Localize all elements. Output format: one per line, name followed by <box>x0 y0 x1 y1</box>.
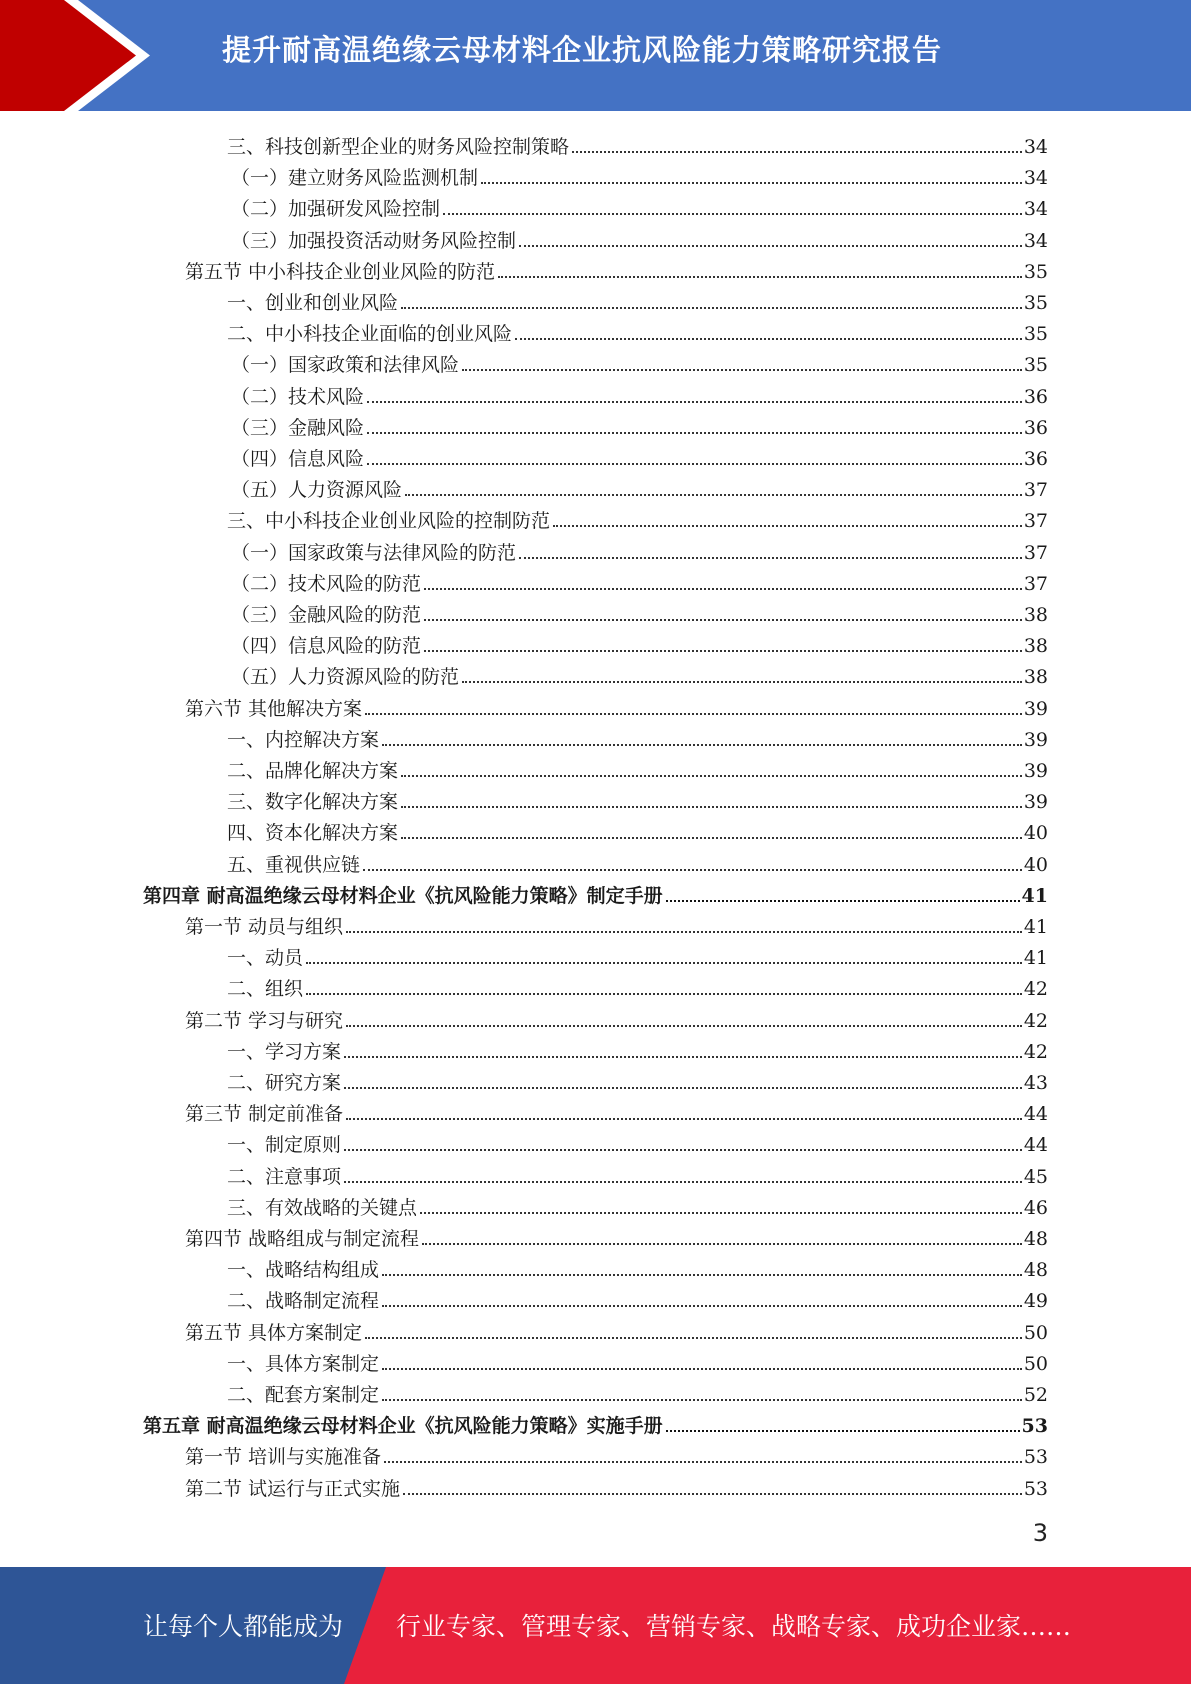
toc-entry-page: 39 <box>1023 760 1048 782</box>
toc-entry-page: 53 <box>1021 1415 1048 1438</box>
toc-subsection-entry[interactable] <box>227 970 1048 1001</box>
toc-dot-leader <box>346 1025 1022 1027</box>
toc-entry-page: 37 <box>1023 479 1048 502</box>
toc-entry-page: 36 <box>1023 416 1048 439</box>
toc-dot-leader <box>382 1274 1022 1276</box>
toc-dot-leader <box>462 369 1022 371</box>
toc-entry-label: 一、内控解决方案 <box>227 728 380 751</box>
toc-entry-label: 二、研究方案 <box>227 1072 342 1094</box>
toc-subsection-entry[interactable] <box>227 502 1048 533</box>
toc-entry-label: 二、中小科技企业面临的创业风险 <box>227 323 513 346</box>
toc-entry-page: 46 <box>1023 1196 1048 1219</box>
toc-entry-label: 第一节 培训与实施准备 <box>185 1446 382 1469</box>
toc-subsection-entry[interactable] <box>227 1189 1048 1220</box>
toc-entry-page: 38 <box>1023 635 1048 658</box>
toc-dot-leader <box>420 1212 1022 1214</box>
toc-subsection-entry[interactable] <box>231 658 1048 689</box>
toc-entry-label: 第二节 学习与研究 <box>185 1009 344 1032</box>
toc-entry-label: （二）技术风险 <box>231 385 365 408</box>
document-title: 提升耐高温绝缘云母材料企业抗风险能力策略研究报告 <box>222 33 943 67</box>
toc-subsection-entry[interactable] <box>227 1345 1048 1376</box>
toc-dot-leader <box>553 525 1022 527</box>
toc-entry-page: 34 <box>1023 198 1048 221</box>
toc-subsection-entry[interactable] <box>227 1251 1048 1282</box>
toc-entry-page: 38 <box>1023 604 1048 626</box>
toc-entry-label: （二）技术风险的防范 <box>231 572 422 595</box>
toc-subsection-entry[interactable] <box>227 1126 1048 1157</box>
toc-entry-label: 三、科技创新型企业的财务风险控制策略 <box>227 136 570 158</box>
toc-entry-page: 36 <box>1023 448 1048 470</box>
toc-section-entry[interactable] <box>185 1002 1048 1033</box>
toc-subsection-entry[interactable] <box>227 1064 1048 1095</box>
toc-subsection-entry[interactable] <box>231 346 1048 377</box>
toc-entry-page: 41 <box>1023 916 1048 938</box>
toc-entry-page: 35 <box>1023 260 1048 283</box>
toc-entry-label: （二）加强研发风险控制 <box>231 198 441 221</box>
toc-subsection-entry[interactable] <box>227 284 1048 315</box>
toc-entry-page: 42 <box>1023 1009 1048 1032</box>
toc-entry-label: 二、品牌化解决方案 <box>227 760 399 782</box>
toc-subsection-entry[interactable] <box>231 159 1048 190</box>
toc-section-entry[interactable] <box>185 253 1048 284</box>
toc-subsection-entry[interactable] <box>227 846 1048 877</box>
toc-entry-label: 第五章 耐高温绝缘云母材料企业《抗风险能力策略》实施手册 <box>143 1415 663 1438</box>
toc-entry-label: 第四章 耐高温绝缘云母材料企业《抗风险能力策略》制定手册 <box>143 884 663 907</box>
toc-subsection-entry[interactable] <box>227 1376 1048 1407</box>
toc-section-entry[interactable] <box>185 1470 1048 1501</box>
toc-entry-label: （三）金融风险的防范 <box>231 604 422 626</box>
toc-entry-label: （三）金融风险 <box>231 416 365 439</box>
toc-entry-page: 53 <box>1023 1477 1048 1500</box>
toc-entry-page: 34 <box>1023 136 1048 158</box>
toc-dot-leader <box>519 557 1022 559</box>
toc-entry-page: 34 <box>1023 167 1048 190</box>
toc-dot-leader <box>666 900 1020 902</box>
toc-entry-page: 39 <box>1023 728 1048 751</box>
toc-dot-leader <box>572 151 1022 153</box>
toc-dot-leader <box>405 494 1022 496</box>
toc-entry-label: （五）人力资源风险 <box>231 479 403 502</box>
toc-dot-leader <box>382 1368 1022 1370</box>
toc-dot-leader <box>424 619 1022 621</box>
toc-subsection-entry[interactable] <box>227 939 1048 970</box>
toc-entry-label: 第二节 试运行与正式实施 <box>185 1477 401 1500</box>
toc-entry-page: 49 <box>1023 1290 1048 1313</box>
page-footer <box>0 1567 1191 1684</box>
toc-entry-page: 44 <box>1023 1134 1048 1157</box>
toc-entry-label: 第一节 动员与组织 <box>185 916 344 938</box>
toc-entry-label: 一、创业和创业风险 <box>227 292 399 314</box>
toc-dot-leader <box>344 1181 1022 1183</box>
toc-subsection-entry[interactable] <box>231 409 1048 440</box>
toc-entry-page: 42 <box>1023 978 1048 1001</box>
toc-subsection-entry[interactable] <box>231 440 1048 471</box>
toc-entry-page: 40 <box>1023 853 1048 876</box>
toc-dot-leader <box>365 1337 1022 1339</box>
toc-subsection-entry[interactable] <box>227 1158 1048 1189</box>
toc-entry-page: 36 <box>1023 385 1048 408</box>
toc-entry-label: 第四节 战略组成与制定流程 <box>185 1228 420 1250</box>
toc-entry-page: 37 <box>1023 572 1048 595</box>
toc-entry-page: 35 <box>1023 323 1048 346</box>
toc-dot-leader <box>382 1399 1022 1401</box>
toc-entry-page: 48 <box>1023 1259 1048 1282</box>
toc-dot-leader <box>365 713 1022 715</box>
page-number: 3 <box>1032 1519 1048 1547</box>
toc-entry-page: 53 <box>1023 1446 1048 1469</box>
toc-entry-label: 三、数字化解决方案 <box>227 791 399 814</box>
toc-entry-label: 一、制定原则 <box>227 1134 342 1157</box>
toc-entry-label: （三）加强投资活动财务风险控制 <box>231 229 517 252</box>
toc-entry-page: 45 <box>1023 1165 1048 1188</box>
footer-tagline: 行业专家、管理专家、营销专家、战略专家、成功企业家…… <box>396 1612 1072 1641</box>
toc-dot-leader <box>306 962 1022 964</box>
toc-subsection-entry[interactable] <box>227 128 1048 159</box>
toc-entry-label: 一、学习方案 <box>227 1040 342 1063</box>
toc-dot-leader <box>422 1243 1022 1245</box>
toc-subsection-entry[interactable] <box>227 1282 1048 1313</box>
toc-dot-leader <box>346 1118 1022 1120</box>
toc-dot-leader <box>344 1149 1022 1151</box>
toc-entry-label: 第五节 具体方案制定 <box>185 1321 363 1344</box>
toc-dot-leader <box>401 307 1022 309</box>
toc-dot-leader <box>424 650 1022 652</box>
toc-entry-page: 50 <box>1023 1352 1048 1375</box>
toc-entry-page: 44 <box>1023 1103 1048 1126</box>
header-chevron-decoration <box>0 0 150 111</box>
toc-dot-leader <box>403 1493 1022 1495</box>
toc-entry-page: 35 <box>1023 354 1048 377</box>
toc-dot-leader <box>367 401 1022 403</box>
toc-dot-leader <box>344 1056 1022 1058</box>
toc-entry-label: （一）国家政策和法律风险 <box>231 354 460 377</box>
toc-dot-leader <box>424 588 1022 590</box>
toc-entry-page: 39 <box>1023 791 1048 814</box>
toc-entry-page: 37 <box>1023 541 1048 564</box>
toc-dot-leader <box>498 276 1022 278</box>
toc-entry-label: 一、战略结构组成 <box>227 1259 380 1282</box>
toc-dot-leader <box>344 1087 1022 1089</box>
toc-section-entry[interactable] <box>185 908 1048 939</box>
toc-entry-page: 41 <box>1023 947 1048 970</box>
toc-dot-leader <box>519 245 1022 247</box>
toc-entry-label: 二、注意事项 <box>227 1165 342 1188</box>
toc-entry-label: （四）信息风险 <box>231 448 365 470</box>
toc-dot-leader <box>367 463 1022 465</box>
toc-entry-label: 第三节 制定前准备 <box>185 1103 344 1126</box>
toc-entry-label: 三、有效战略的关键点 <box>227 1196 418 1219</box>
toc-entry-label: （四）信息风险的防范 <box>231 635 422 658</box>
toc-entry-page: 40 <box>1023 822 1048 845</box>
toc-section-entry[interactable] <box>185 1314 1048 1345</box>
toc-subsection-entry[interactable] <box>227 721 1048 752</box>
toc-subsection-entry[interactable] <box>231 190 1048 221</box>
toc-dot-leader <box>443 213 1022 215</box>
toc-entry-label: （一）建立财务风险监测机制 <box>231 167 479 190</box>
toc-entry-page: 52 <box>1023 1384 1048 1406</box>
toc-entry-page: 43 <box>1023 1072 1048 1094</box>
toc-entry-label: 五、重视供应链 <box>227 853 361 876</box>
toc-entry-label: 三、中小科技企业创业风险的控制防范 <box>227 510 551 533</box>
toc-entry-page: 35 <box>1023 292 1048 314</box>
toc-dot-leader <box>363 869 1022 871</box>
toc-entry-label: 第五节 中小科技企业创业风险的防范 <box>185 260 496 283</box>
toc-dot-leader <box>382 744 1022 746</box>
toc-entry-label: 二、战略制定流程 <box>227 1290 380 1313</box>
toc-entry-page: 39 <box>1023 697 1048 720</box>
toc-subsection-entry[interactable] <box>231 596 1048 627</box>
toc-subsection-entry[interactable] <box>227 814 1048 845</box>
toc-subsection-entry[interactable] <box>231 627 1048 658</box>
toc-entry-page: 38 <box>1023 666 1048 689</box>
toc-entry-page: 37 <box>1023 510 1048 533</box>
toc-entry-label: 四、资本化解决方案 <box>227 822 399 845</box>
toc-dot-leader <box>401 806 1022 808</box>
toc-section-entry[interactable] <box>185 1095 1048 1126</box>
toc-subsection-entry[interactable] <box>231 534 1048 565</box>
toc-entry-label: 二、组织 <box>227 978 304 1001</box>
toc-subsection-entry[interactable] <box>231 378 1048 409</box>
toc-chapter-entry[interactable] <box>143 877 1048 908</box>
toc-dot-leader <box>666 1430 1020 1432</box>
toc-entry-page: 42 <box>1023 1040 1048 1063</box>
footer-slogan: 让每个人都能成为 <box>143 1612 344 1641</box>
toc-section-entry[interactable] <box>185 1220 1048 1251</box>
toc-dot-leader <box>481 182 1022 184</box>
toc-entry-label: 第六节 其他解决方案 <box>185 697 363 720</box>
toc-dot-leader <box>515 338 1022 340</box>
toc-subsection-entry[interactable] <box>227 752 1048 783</box>
toc-dot-leader <box>401 837 1022 839</box>
toc-subsection-entry[interactable] <box>231 471 1048 502</box>
toc-entry-page: 34 <box>1023 229 1048 252</box>
toc-subsection-entry[interactable] <box>227 783 1048 814</box>
toc-chapter-entry[interactable] <box>143 1407 1048 1438</box>
toc-entry-page: 48 <box>1023 1228 1048 1250</box>
toc-subsection-entry[interactable] <box>231 222 1048 253</box>
toc-entry-label: 一、动员 <box>227 947 304 970</box>
toc-dot-leader <box>462 681 1022 683</box>
toc-dot-leader <box>401 775 1022 777</box>
toc-dot-leader <box>306 993 1022 995</box>
toc-section-entry[interactable] <box>185 1438 1048 1469</box>
toc-entry-label: 二、配套方案制定 <box>227 1384 380 1406</box>
toc-entry-label: 一、具体方案制定 <box>227 1352 380 1375</box>
page-header <box>0 0 1191 111</box>
toc-dot-leader <box>382 1305 1022 1307</box>
toc-entry-label: （五）人力资源风险的防范 <box>231 666 460 689</box>
toc-subsection-entry[interactable] <box>231 565 1048 596</box>
toc-entry-page: 50 <box>1023 1321 1048 1344</box>
toc-entry-page: 41 <box>1021 884 1048 907</box>
toc-entry-label: （一）国家政策与法律风险的防范 <box>231 541 517 564</box>
toc-subsection-entry[interactable] <box>227 1033 1048 1064</box>
toc-dot-leader <box>367 432 1022 434</box>
toc-dot-leader <box>384 1461 1022 1463</box>
toc-section-entry[interactable] <box>185 690 1048 721</box>
toc-subsection-entry[interactable] <box>227 315 1048 346</box>
toc-dot-leader <box>346 931 1022 933</box>
